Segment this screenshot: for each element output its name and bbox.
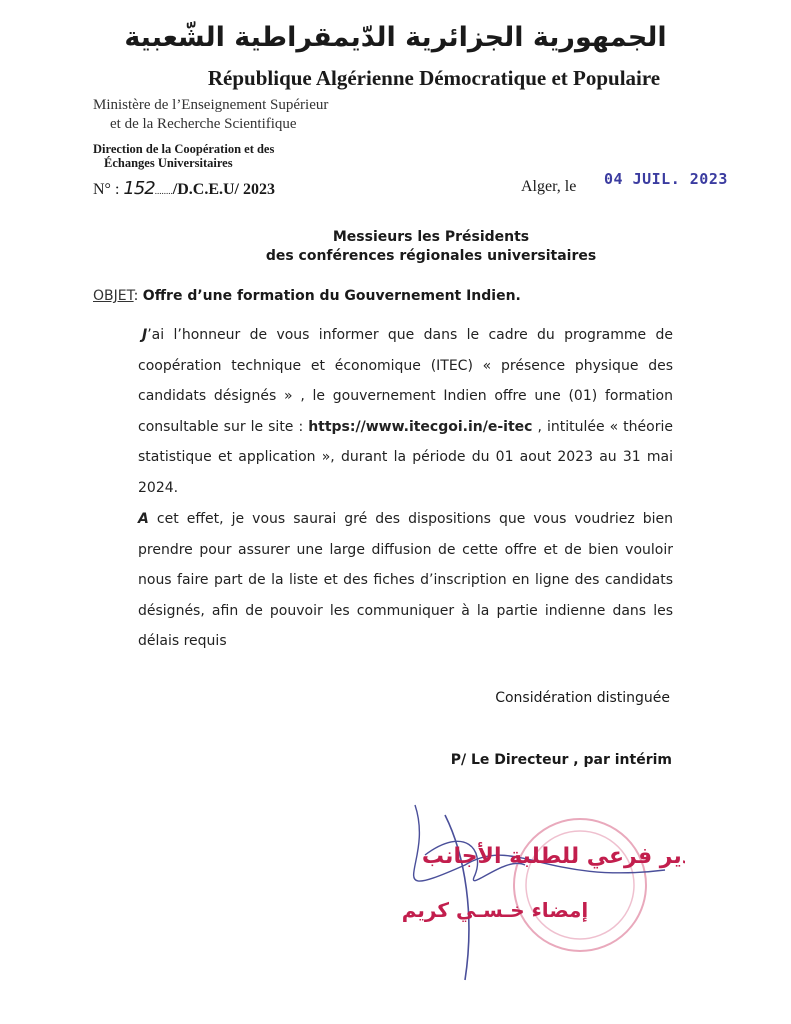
ministry-line-1: Ministère de l’Enseignement Supérieur (93, 97, 329, 113)
round-seal-outer (514, 819, 646, 951)
closing-salutation: Considération distinguée (495, 690, 670, 706)
body-paragraph-1 (138, 320, 673, 503)
recipient-line-2: des conférences régionales universitaires (265, 248, 597, 264)
body-paragraph-2 (138, 504, 673, 657)
direction-line-2: Échanges Universitaires (104, 156, 233, 170)
reference-code: /D.C.E.U/ 2023 (172, 181, 275, 198)
paragraph-1-text-a: ’ai l’honneur de vous informer que dans le cadre du programme de coopération technique et économique (ITEC) « présence physique des candidats désignés » , le gouvernement Indien offre une (01) formation consultable sur le site : (138, 327, 673, 435)
reference-number (93, 178, 275, 199)
recipient-line-1: Messieurs les Présidents (332, 229, 530, 245)
paragraph-2-initial: A (138, 511, 149, 527)
place-label: Alger, le (521, 178, 577, 195)
republic-title: République Algérienne Démocratique et Populaire (207, 66, 661, 90)
paragraph-1-initial: J (142, 327, 148, 343)
reference-handwritten-number: 152 (123, 178, 155, 199)
paragraph-1-text-b: , intitulée « théorie statistique et application », durant la période du 01 aout 2023 au 31 mai 2024. (138, 418, 673, 496)
seal-and-signature (315, 795, 685, 985)
object-separator: : (133, 288, 143, 304)
seal-line-1: مدير فرعي للطلبة الأجانب (421, 844, 685, 869)
ministry-line-2: et de la Recherche Scientifique (110, 116, 297, 132)
signature-stamp-area (315, 795, 685, 985)
direction-line-1: Direction de la Coopération et des (93, 142, 275, 156)
signer-title: P/ Le Directeur , par intérim (450, 752, 672, 768)
object-line (93, 288, 521, 304)
paragraph-2-text: cet effet, je vous saurai gré des dispositions que vous voudriez bien prendre pour assurer une large diffusion de cette offre et de bien vouloir nous faire part de la liste et des fiches d’inscription en ligne des candidats désignés, afin de pouvoir les communiquer à la partie indienne dans les délais requis (138, 511, 673, 649)
itec-url: https://www.itecgoi.in/e-itec (308, 418, 533, 435)
seal-line-2: إمضاء خـسـي كريم (401, 898, 589, 922)
object-text: Offre d’une formation du Gouvernement Indien. (142, 288, 521, 304)
object-label: OBJET (93, 288, 134, 304)
reference-prefix: N° : (93, 181, 124, 198)
date-stamp: 04 JUIL. 2023 (604, 170, 728, 188)
reference-dots: ........ (154, 186, 173, 196)
arabic-republic-title: الجمهورية الجزائرية الدّيمقراطية الشّعبية (124, 22, 667, 53)
